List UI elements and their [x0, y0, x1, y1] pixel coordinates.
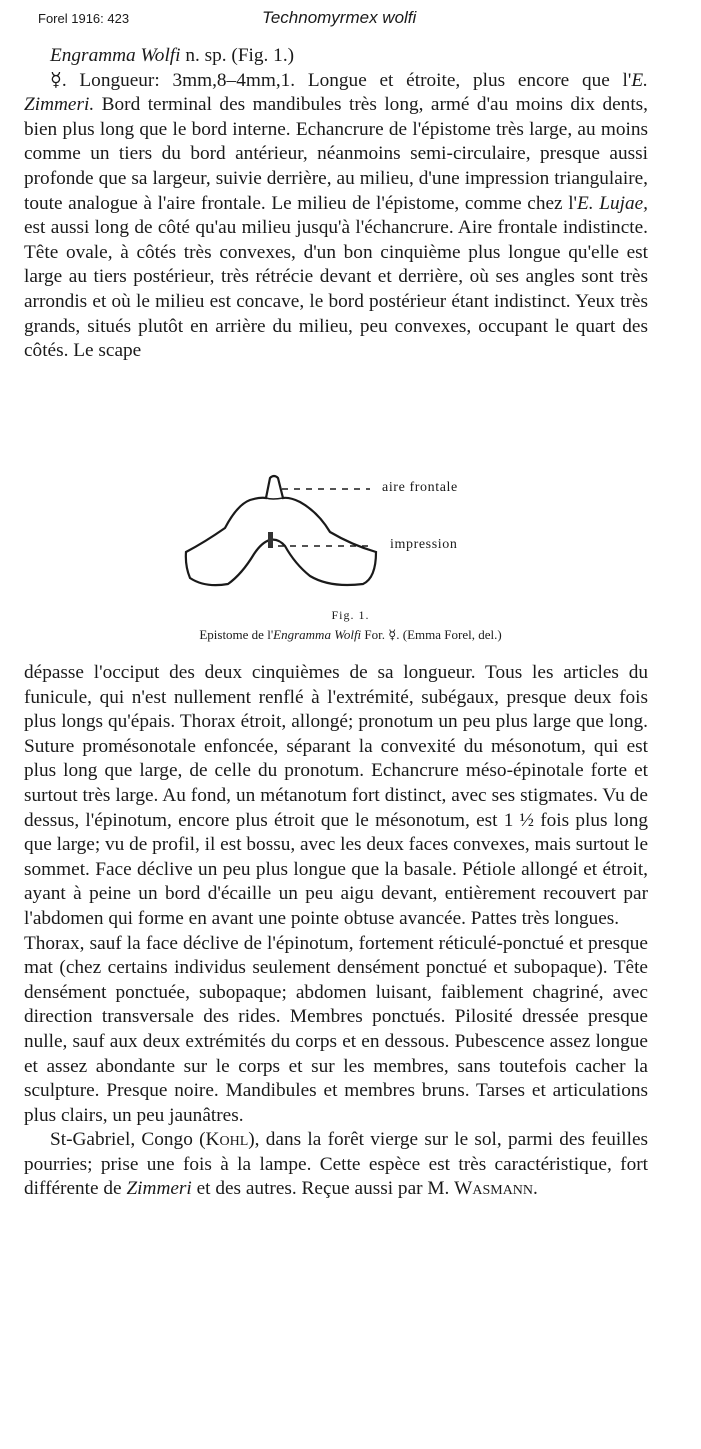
epistome-drawing	[0, 470, 701, 610]
impression-mark	[268, 532, 273, 548]
sculpture-paragraph: Thorax, sauf la face déclive de l'épinotum, fortement réticulé-ponctué et presque mat (chez certains individus seulement densément ponctué et subopaque). Tête densément ponctuée, subopaque; abdomen luisant, faiblement chagriné, avec direction transversale des rides. Membres ponctués. Pilosité dressée presque nulle, sauf aux deux extrémités du corps et en dessous. Pubescence assez longue et assez abondante sur le corps et sur les membres, sans toutefois cacher la sculpture. Presque noire. Mandibules et membres bruns. Tarses et articulations plus clairs, un peu jaunâtres.	[24, 932, 648, 1126]
label-aire-frontale: aire frontale	[382, 480, 458, 495]
citation-label: Forel 1916: 423	[38, 11, 130, 26]
figure-epistome	[0, 470, 701, 650]
description-paragraph-2: dépasse l'occiput des deux cinquièmes de sa longueur. Tous les articles du funicule, qui n'est nullement renflé à l'extrémité, subégaux, presque deux fois plus longs qu'épais. Thorax étroit, allongé; pronotum un peu plus large que long. Suture promésonotale enfoncée, séparant la convexité du mésonotum, qui est plus long que large, de celle du pronotum. Echancrure méso-épinotale forte et surtout très large. Au fond, un métanotum fort distinct, avec ses stigmates. Vu de dessus, l'épinotum, encore plus étroit que le mésonotum, est 1 ½ fois plus long que large; vu de profil, il est bossu, avec les deux faces convexes, mais surtout le sommet. Face déclive un peu plus longue que la basale. Pétiole allongé et étroit, ayant à peine un bord d'écaille un peu aigu devant, entièrement recouvert par l'abdomen qui forme en avant une pointe obtuse avancée. Pattes très longues.	[24, 662, 648, 929]
epistome-outline	[186, 476, 376, 585]
species-heading: Engramma Wolfi n. sp. (Fig. 1.)	[50, 45, 295, 66]
species-title: Technomyrmex wolfi	[262, 8, 417, 27]
locality-paragraph: St-Gabriel, Congo (Kohl), dans la forêt vierge sur le sol, parmi des feuilles pourries; prise une fois à la lampe. Cette espèce est très caractéristique, fort différente de Zimmeri et des autres. Reçue aussi par M. Wasmann.	[24, 1129, 649, 1200]
text-block-top	[24, 44, 648, 364]
frontal-area-shape	[266, 498, 283, 499]
description-paragraph-1: ☿. Longueur: 3mm,8–4mm,1. Longue et étroite, plus encore que l'E. Zimmeri. Bord terminal des mandibules très long, armé d'au moins dix dents, bien plus long que le bord interne. Echancrure de l'épistome très large, au moins comme un tiers du bord antérieur, néanmoins semi-circulaire, presque aussi profonde que sa largeur, suivie derrière, au milieu, d'une impression triangulaire, toute analogue à l'aire frontale. Le milieu de l'épistome, comme chez l'E. Lujae, est aussi long de côté qu'au milieu jusqu'à l'échancrure. Aire frontale indistincte. Tête ovale, à côtés très convexes, d'un bon cinquième plus longue qu'elle est large au tiers postérieur, très rétrécie devant et derrière, où ses angles sont très arrondis et où le milieu est concave, le bord postérieur étant indistinct. Yeux très grands, situés plutôt en arrière du milieu, peu convexes, occupant le quart des côtés. Le scape	[24, 69, 648, 362]
figure-number: Fig. 1.	[331, 608, 370, 622]
page-header	[0, 8, 701, 32]
text-block-bottom	[24, 661, 648, 1202]
figure-caption: Epistome de l'Engramma Wolfi For. ☿. (Emma Forel, del.)	[199, 627, 502, 642]
species-name: Engramma Wolfi	[50, 45, 181, 66]
label-impression: impression	[390, 537, 458, 552]
